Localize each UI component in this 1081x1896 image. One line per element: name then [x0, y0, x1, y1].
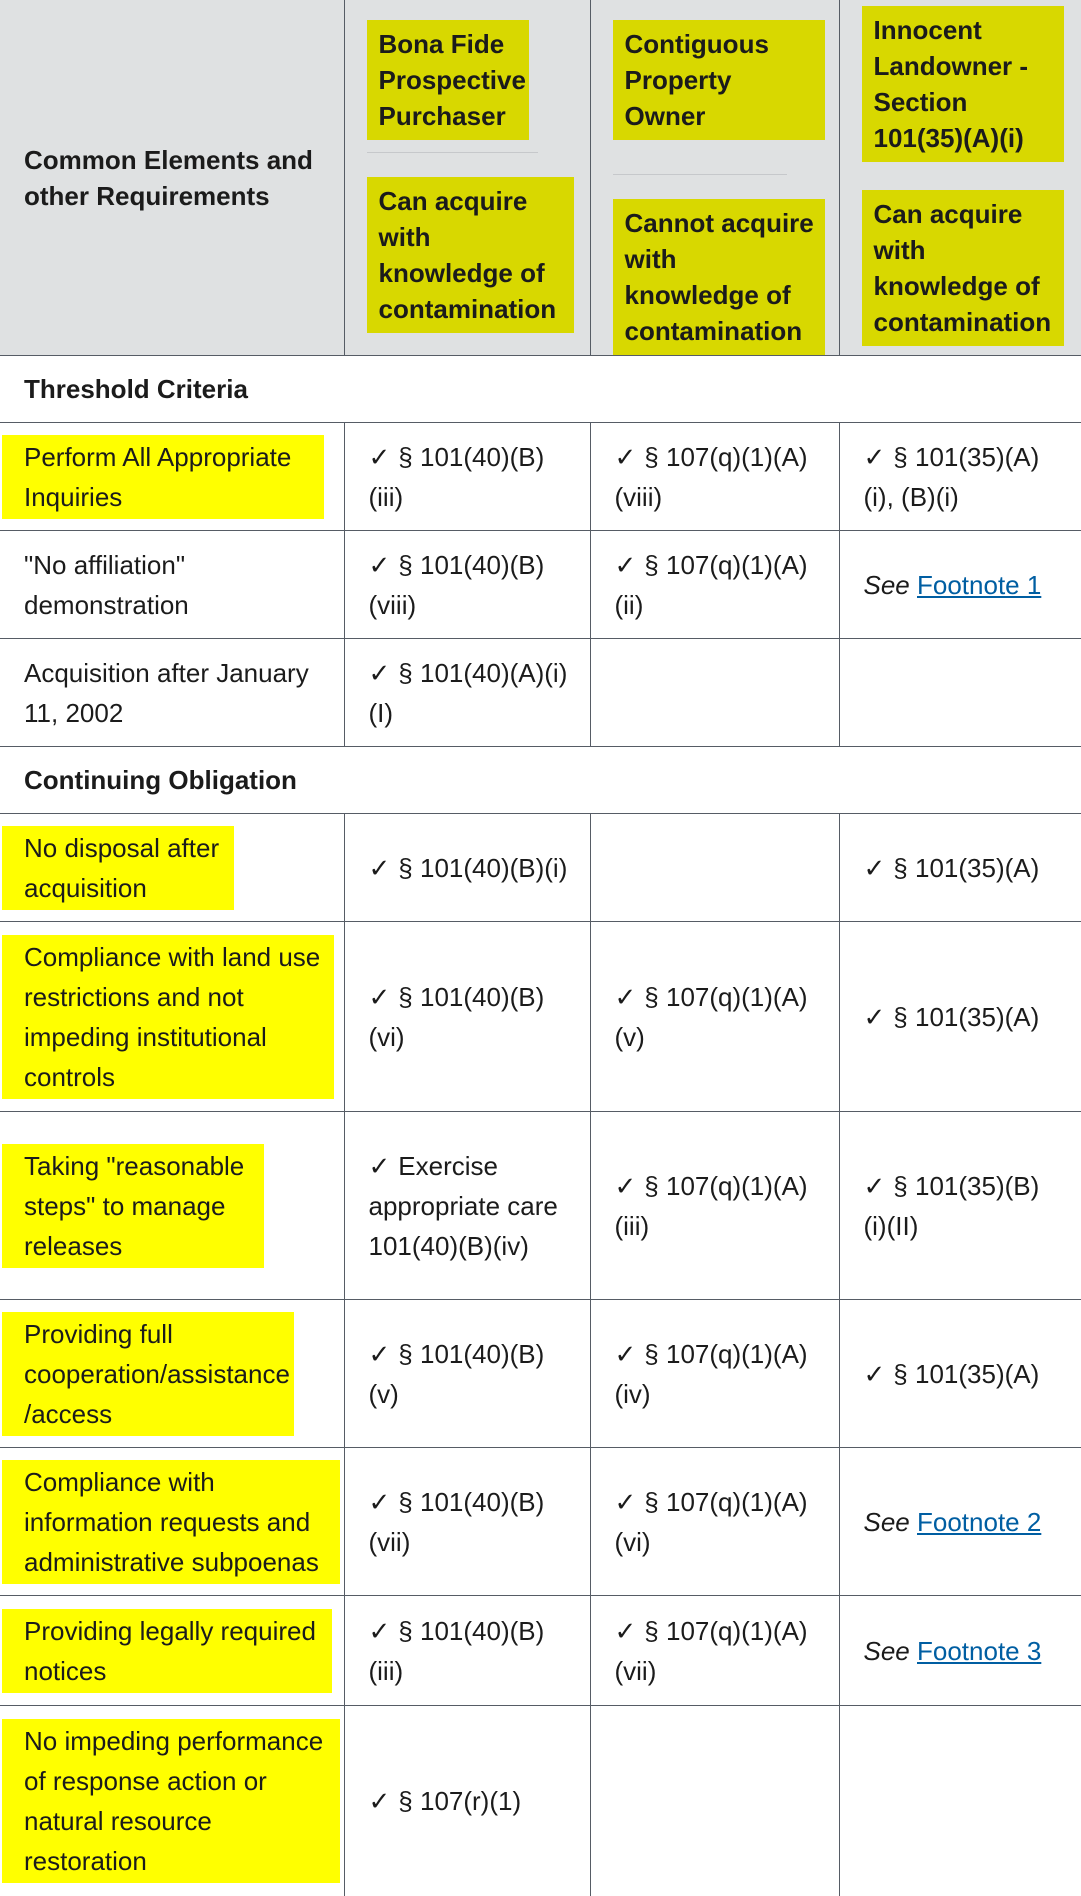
header-cpo-title: Contiguous Property Owner — [613, 20, 825, 140]
il-cell: ✓ § 101(35)(A) — [839, 1300, 1081, 1448]
bfpp-cell: ✓ Exercise appropriate care 101(40)(B)(iv) — [344, 1112, 590, 1300]
section-title: Continuing Obligation — [0, 747, 1081, 814]
cpo-cell — [590, 814, 839, 922]
header-cpo-knowledge: Cannot acquire with knowledge of contamination — [613, 199, 825, 355]
il-cell: ✓ § 101(35)(B)(i)(II) — [839, 1112, 1081, 1300]
row-label: Compliance with land use restrictions and not impeding institutional controls — [0, 922, 344, 1112]
il-cell — [839, 639, 1081, 747]
table-row — [0, 922, 1081, 1112]
cpo-cell: ✓ § 107(q)(1)(A)(iii) — [590, 1112, 839, 1300]
il-cell: See Footnote 2 — [839, 1448, 1081, 1596]
header-bfpp-title: Bona Fide Prospective Purchaser — [367, 20, 529, 140]
header-il-title: Innocent Landowner - Section 101(35)(A)(i) — [862, 6, 1064, 162]
section-row-continuing — [0, 747, 1081, 814]
row-label: Taking "reasonable steps" to manage releases — [0, 1112, 344, 1300]
header-bfpp-knowledge: Can acquire with knowledge of contamination — [367, 177, 574, 333]
table-row — [0, 1448, 1081, 1596]
cpo-cell: ✓ § 107(q)(1)(A)(ii) — [590, 531, 839, 639]
header-cpo — [590, 0, 839, 356]
header-row — [0, 0, 1081, 356]
bfpp-cell: ✓ § 101(40)(B)(iii) — [344, 423, 590, 531]
footnote-link[interactable]: Footnote 3 — [917, 1635, 1042, 1666]
bfpp-cell: ✓ § 101(40)(B)(vii) — [344, 1448, 590, 1596]
bfpp-cell: ✓ § 101(40)(B)(vi) — [344, 922, 590, 1112]
table-row — [0, 531, 1081, 639]
section-title: Threshold Criteria — [0, 356, 1081, 423]
bfpp-cell: ✓ § 101(40)(B)(viii) — [344, 531, 590, 639]
table-row — [0, 1112, 1081, 1300]
table-row — [0, 814, 1081, 922]
cpo-cell: ✓ § 107(q)(1)(A)(vi) — [590, 1448, 839, 1596]
cpo-cell — [590, 639, 839, 747]
il-cell — [839, 1706, 1081, 1896]
bfpp-cell: ✓ § 107(r)(1) — [344, 1706, 590, 1896]
row-label: "No affiliation" demonstration — [0, 531, 344, 639]
row-label: No disposal after acquisition — [0, 814, 344, 922]
header-divider — [367, 152, 538, 153]
row-label: Providing legally required notices — [0, 1596, 344, 1706]
header-il-knowledge: Can acquire with knowledge of contamination — [862, 190, 1064, 346]
cpo-cell — [590, 1706, 839, 1896]
bfpp-cell: ✓ § 101(40)(B)(iii) — [344, 1596, 590, 1706]
row-label: No impeding performance of response action or natural resource restoration — [0, 1706, 344, 1896]
header-divider — [613, 174, 787, 175]
bfpp-cell: ✓ § 101(40)(B)(v) — [344, 1300, 590, 1448]
row-label: Perform All Appropriate Inquiries — [0, 423, 344, 531]
table-row — [0, 639, 1081, 747]
row-label: Compliance with information requests and administrative subpoenas — [0, 1448, 344, 1596]
footnote-link[interactable]: Footnote 1 — [917, 569, 1042, 600]
il-cell: See Footnote 1 — [839, 531, 1081, 639]
table-row — [0, 423, 1081, 531]
il-cell: ✓ § 101(35)(A)(i), (B)(i) — [839, 423, 1081, 531]
section-row-threshold — [0, 356, 1081, 423]
cpo-cell: ✓ § 107(q)(1)(A)(vii) — [590, 1596, 839, 1706]
il-cell: ✓ § 101(35)(A) — [839, 814, 1081, 922]
header-innocent-landowner — [839, 0, 1081, 356]
table-row — [0, 1596, 1081, 1706]
table-row — [0, 1300, 1081, 1448]
cpo-cell: ✓ § 107(q)(1)(A)(v) — [590, 922, 839, 1112]
cpo-cell: ✓ § 107(q)(1)(A)(viii) — [590, 423, 839, 531]
footnote-link[interactable]: Footnote 2 — [917, 1506, 1042, 1537]
header-common-elements: Common Elements and other Requirements — [0, 0, 344, 356]
row-label: Acquisition after January 11, 2002 — [0, 639, 344, 747]
cpo-cell: ✓ § 107(q)(1)(A)(iv) — [590, 1300, 839, 1448]
row-label: Providing full cooperation/assistance /access — [0, 1300, 344, 1448]
table-row — [0, 1706, 1081, 1896]
bfpp-cell: ✓ § 101(40)(A)(i)(I) — [344, 639, 590, 747]
il-cell: See Footnote 3 — [839, 1596, 1081, 1706]
il-cell: ✓ § 101(35)(A) — [839, 922, 1081, 1112]
bfpp-cell: ✓ § 101(40)(B)(i) — [344, 814, 590, 922]
header-bfpp — [344, 0, 590, 356]
